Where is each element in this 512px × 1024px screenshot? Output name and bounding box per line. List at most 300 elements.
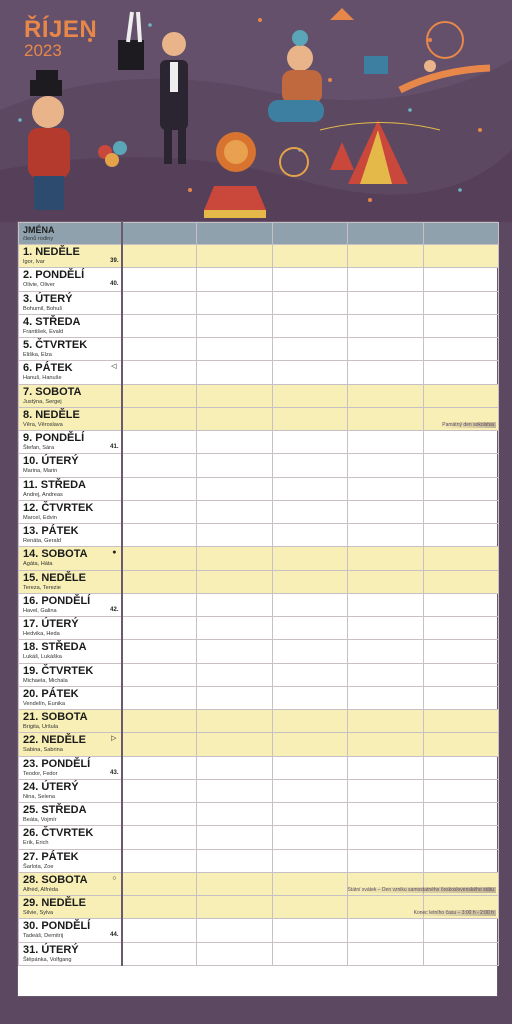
entry-cell[interactable] [197,756,272,779]
day-row [19,314,499,337]
day-label-cell [19,710,122,733]
name-day: Vendelín, Eunika [23,700,65,707]
entry-cell[interactable] [122,524,197,547]
day-label-cell [19,291,122,314]
day-label-cell [19,779,122,802]
day-row [19,710,499,733]
entry-cell[interactable] [272,384,347,407]
header-banner [0,0,512,222]
entry-cell[interactable] [272,872,347,895]
entry-cell[interactable] [197,849,272,872]
entry-cell[interactable] [122,291,197,314]
moon-phase-icon: ▷ [111,735,117,743]
day-name: 3. ÚTERÝ [23,292,73,305]
entry-cell[interactable] [197,245,272,268]
entry-cell[interactable] [413,896,498,919]
entry-cell[interactable] [122,826,197,849]
day-name: 17. ÚTERÝ [23,618,79,630]
day-row [19,454,499,477]
week-number: 43. [110,769,119,776]
entry-cell[interactable] [423,733,498,756]
entry-cell[interactable] [423,826,498,849]
day-label-cell [19,268,122,291]
entry-cell[interactable] [197,617,272,640]
entry-cell[interactable] [348,617,423,640]
name-day: František, Evald [23,328,64,335]
day-name: 2. PONDĚLÍ [23,269,85,282]
entry-cell[interactable] [122,500,197,523]
day-name: 10. ÚTERÝ [23,455,79,468]
moon-phase-icon: ● [112,549,117,557]
entry-cell[interactable] [423,849,498,872]
entry-cell[interactable] [272,849,347,872]
entry-cell[interactable] [348,477,423,500]
names-header-sublabel: členů rodiny [23,236,54,242]
month-title: ŘÍJEN [24,16,98,43]
entry-cell[interactable] [423,640,498,663]
entry-cell[interactable] [272,500,347,523]
entry-cell[interactable] [272,710,347,733]
entry-cell[interactable] [122,663,197,686]
entry-cell[interactable] [272,663,347,686]
entry-cell[interactable] [348,570,423,593]
entry-cell[interactable] [122,547,197,570]
day-row [19,524,499,547]
day-name: 19. ČTVRTEK [23,664,94,677]
week-number: 42. [110,606,119,613]
name-day: Věra, Věroslava [23,421,63,428]
names-header-label: JMÉNA [23,225,55,235]
name-day: Andrej, Andreas [23,491,63,498]
week-number: 41. [110,444,119,450]
entry-cell[interactable] [197,710,272,733]
day-name: 9. PONDĚLÍ [23,432,85,444]
entry-cell[interactable] [197,361,272,384]
day-row [19,384,499,407]
day-name: 29. NEDĚLE [23,897,86,909]
entry-cell[interactable] [348,779,423,802]
day-name: 13. PÁTEK [23,525,79,537]
day-row [19,640,499,663]
name-day: Marcel, Edvin [23,514,57,521]
entry-cell[interactable] [423,477,498,500]
day-name: 14. SOBOTA [23,548,88,561]
entry-cell[interactable] [122,942,197,965]
entry-cell[interactable] [197,477,272,500]
entry-cell[interactable] [272,547,347,570]
day-label-cell [19,849,122,872]
entry-cell[interactable] [348,942,423,965]
name-day: Beáta, Vojmír [23,817,57,823]
entry-cell[interactable] [348,314,423,337]
name-day: Alfréd, Alfréda [23,886,59,893]
entry-cell[interactable] [348,593,423,616]
name-day: Michaela, Michala [23,677,68,684]
entry-cell[interactable] [272,454,347,477]
entry-cell[interactable] [423,803,498,826]
entry-cell[interactable] [272,314,347,337]
entry-cell[interactable] [423,361,498,384]
day-row [19,872,499,895]
day-name: 1. NEDĚLE [23,246,80,258]
entry-cell[interactable] [348,268,423,291]
entry-cell[interactable] [122,710,197,733]
name-day: Bohumil, Bohuš [23,305,63,312]
entry-cell[interactable] [348,733,423,756]
name-day: Olivie, Oliver [23,282,55,289]
entry-cell[interactable] [122,314,197,337]
member-name-cell[interactable] [423,223,498,245]
entry-cell[interactable] [197,314,272,337]
day-name: 24. ÚTERÝ [23,780,79,793]
day-name: 22. NEDĚLE [23,734,86,747]
holiday-note: Památný den sokolstva [442,421,494,428]
entry-cell[interactable] [272,245,347,268]
entry-cell[interactable] [122,779,197,802]
entry-cell[interactable] [423,454,498,477]
name-day: Marina, Marin [23,468,58,475]
day-label-cell [19,872,122,895]
entry-cell[interactable] [348,407,423,430]
moon-phase-icon: ○ [112,874,117,882]
name-day: Teodor, Fedor [23,770,58,777]
day-label-cell [19,942,122,965]
entry-cell[interactable] [272,570,347,593]
day-name: 30. PONDĚLÍ [23,920,91,933]
day-label-cell [19,384,122,407]
entry-cell[interactable] [197,570,272,593]
name-day: Tadeáš, Demitrij [23,933,64,940]
moon-phase-icon: ◁ [111,363,117,371]
entry-cell[interactable] [272,942,347,965]
day-name: 18. STŘEDA [23,641,87,654]
week-number: 40. [110,281,119,288]
day-row [19,686,499,709]
entry-cell[interactable] [197,547,272,570]
entry-cell[interactable] [122,268,197,291]
entry-cell[interactable] [122,407,197,430]
entry-cell[interactable] [122,617,197,640]
entry-cell[interactable] [348,756,423,779]
day-row [19,245,499,268]
entry-cell[interactable] [122,361,197,384]
entry-cell[interactable] [272,338,347,361]
day-label-cell [19,919,122,942]
entry-cell[interactable] [197,431,272,454]
day-row [19,547,499,570]
entry-cell[interactable] [423,314,498,337]
entry-cell[interactable] [197,779,272,802]
entry-cell[interactable] [272,779,347,802]
name-day: Justýna, Sergej [23,398,62,405]
entry-cell[interactable] [348,361,423,384]
entry-cell[interactable] [348,338,423,361]
entry-cell[interactable] [272,407,347,430]
name-day: Sabina, Sabrina [23,747,63,754]
day-name: 27. PÁTEK [23,850,79,863]
day-row [19,407,499,430]
entry-cell[interactable] [423,570,498,593]
entry-cell[interactable] [122,593,197,616]
entry-cell[interactable] [122,733,197,756]
entry-cell[interactable] [122,803,197,826]
entry-cell[interactable] [423,710,498,733]
name-day: Brigita, Uršula [23,724,59,730]
entry-cell[interactable] [423,919,498,942]
entry-cell[interactable] [272,431,347,454]
entry-cell[interactable] [272,640,347,663]
day-name: 8. NEDĚLE [23,408,80,421]
member-name-cell[interactable] [348,223,423,245]
name-day: Tereza, Terezie [23,584,61,591]
day-name: 26. ČTVRTEK [23,827,94,840]
day-label-cell [19,640,122,663]
entry-cell[interactable] [423,547,498,570]
holiday-note: Konec letního času – 3:00 h - 2:00 h [413,910,494,916]
day-name: 11. STŘEDA [23,478,86,491]
entry-cell[interactable] [272,756,347,779]
entry-cell[interactable] [272,826,347,849]
week-number: 44. [110,932,119,939]
day-row [19,500,499,523]
name-day: Eliška, Elza [23,352,52,358]
entry-cell[interactable] [423,779,498,802]
day-row [19,268,499,291]
entry-cell[interactable] [423,593,498,616]
day-label-cell [19,570,122,593]
entry-cell[interactable] [272,361,347,384]
day-label-cell [19,617,122,640]
entry-cell[interactable] [197,500,272,523]
entry-cell[interactable] [197,686,272,709]
day-row [19,431,499,454]
entry-cell[interactable] [347,872,498,895]
day-row [19,803,499,826]
entry-cell[interactable] [122,640,197,663]
day-row [19,849,499,872]
entry-cell[interactable] [197,826,272,849]
week-number: 39. [110,258,119,264]
day-name: 15. NEDĚLE [23,571,86,584]
entry-cell[interactable] [122,756,197,779]
entry-cell[interactable] [122,686,197,709]
entry-cell[interactable] [348,826,423,849]
entry-cell[interactable] [122,338,197,361]
member-name-cell[interactable] [272,223,347,245]
day-row [19,291,499,314]
holiday-note: Státní svátek – Den vzniku samostatného československého státu [347,886,494,893]
entry-cell[interactable] [197,942,272,965]
entry-cell[interactable] [272,524,347,547]
entry-cell[interactable] [348,547,423,570]
entry-cell[interactable] [197,663,272,686]
entry-cell[interactable] [348,245,423,268]
day-name: 25. STŘEDA [23,804,87,816]
entry-cell[interactable] [197,291,272,314]
entry-cell[interactable] [197,593,272,616]
header-row [19,223,499,245]
day-label-cell [19,361,122,384]
entry-cell[interactable] [423,663,498,686]
entry-cell[interactable] [122,570,197,593]
day-label-cell [19,407,122,430]
entry-cell[interactable] [272,686,347,709]
day-label-cell [19,245,122,268]
day-label-cell [19,524,122,547]
day-row [19,570,499,593]
day-label-cell [19,803,122,826]
entry-cell[interactable] [423,500,498,523]
day-row [19,942,499,965]
entry-cell[interactable] [272,268,347,291]
day-row [19,779,499,802]
entry-cell[interactable] [348,454,423,477]
name-day: Štěpánka, Volfgang [23,956,72,963]
day-name: 28. SOBOTA [23,873,88,886]
day-name: 21. SOBOTA [23,711,88,723]
entry-cell[interactable] [122,245,197,268]
day-row [19,477,499,500]
entry-cell[interactable] [272,896,347,919]
day-label-cell [19,500,122,523]
day-label-cell [19,756,122,779]
entry-cell[interactable] [197,733,272,756]
entry-cell[interactable] [423,756,498,779]
entry-cell[interactable] [348,663,423,686]
entry-cell[interactable] [197,896,272,919]
member-name-cell[interactable] [197,223,272,245]
day-row [19,826,499,849]
entry-cell[interactable] [197,872,272,895]
entry-cell[interactable] [348,919,423,942]
day-label-cell [19,663,122,686]
entry-cell[interactable] [122,872,197,895]
entry-cell[interactable] [348,849,423,872]
day-row [19,593,499,616]
entry-cell[interactable] [423,686,498,709]
name-day: Erik, Erich [23,840,49,847]
day-name: 16. PONDĚLÍ [23,594,91,607]
entry-cell[interactable] [122,919,197,942]
entry-cell[interactable] [348,291,423,314]
strongman-figure [28,70,70,210]
entry-cell[interactable] [272,617,347,640]
name-day: Nina, Selena [23,793,56,800]
day-label-cell [19,431,122,454]
name-day: Lukáš, Lukáška [23,654,62,661]
entry-cell[interactable] [423,268,498,291]
name-day: Agáta, Háta [23,561,53,568]
entry-cell[interactable] [197,454,272,477]
entry-cell[interactable] [423,431,498,454]
day-name: 20. PÁTEK [23,687,79,700]
entry-cell[interactable] [348,640,423,663]
entry-cell[interactable] [197,268,272,291]
entry-cell[interactable] [348,524,423,547]
entry-cell[interactable] [423,245,498,268]
day-name: 5. ČTVRTEK [23,339,88,351]
name-day: Štefan, Sára [23,445,55,451]
entry-cell[interactable] [197,803,272,826]
day-label-cell [19,593,122,616]
family-calendar-grid [17,221,498,997]
day-row [19,756,499,779]
entry-cell[interactable] [423,617,498,640]
day-row [19,617,499,640]
day-name: 23. PONDĚLÍ [23,757,91,770]
entry-cell[interactable] [197,640,272,663]
entry-cell[interactable] [272,593,347,616]
entry-cell[interactable] [122,384,197,407]
entry-cell[interactable] [197,338,272,361]
entry-cell[interactable] [348,710,423,733]
calendar-table [18,222,499,966]
entry-cell[interactable] [348,431,423,454]
day-row [19,919,499,942]
day-name: 6. PÁTEK [23,362,73,375]
entry-cell[interactable] [272,733,347,756]
day-label-cell [19,454,122,477]
entry-cell[interactable] [122,896,197,919]
entry-cell[interactable] [197,919,272,942]
entry-cell[interactable] [122,454,197,477]
entry-cell[interactable] [197,407,272,430]
entry-cell[interactable] [423,942,498,965]
day-row [19,663,499,686]
entry-cell[interactable] [272,919,347,942]
day-name: 12. ČTVRTEK [23,501,94,514]
name-day: Hedvika, Heda [23,631,60,637]
day-row [19,896,499,919]
day-name: 4. STŘEDA [23,315,81,328]
name-day: Renáta, Gerald [23,538,61,544]
day-label-cell [19,547,122,570]
name-day: Igor, Ivar [23,259,45,265]
circus-tent [330,120,408,184]
day-label-cell [19,314,122,337]
entry-cell[interactable] [423,291,498,314]
entry-cell[interactable] [348,384,423,407]
entry-cell[interactable] [122,431,197,454]
entry-cell[interactable] [272,291,347,314]
day-row [19,733,499,756]
member-name-cell[interactable] [122,223,197,245]
day-label-cell [19,477,122,500]
entry-cell[interactable] [122,849,197,872]
entry-cell[interactable] [423,407,498,430]
entry-cell[interactable] [423,524,498,547]
entry-cell[interactable] [272,803,347,826]
day-name: 31. ÚTERÝ [23,943,79,956]
name-day: Havel, Galina [23,607,57,614]
entry-cell[interactable] [348,686,423,709]
year-label: 2023 [24,41,62,60]
entry-cell[interactable] [122,477,197,500]
name-day: Hanuš, Hanuše [23,375,62,382]
entry-cell[interactable] [197,524,272,547]
entry-cell[interactable] [348,500,423,523]
day-row [19,338,499,361]
day-row [19,361,499,384]
day-label-cell [19,733,122,756]
entry-cell[interactable] [197,384,272,407]
entry-cell[interactable] [423,384,498,407]
name-day: Šarlota, Zoe [23,863,54,870]
entry-cell[interactable] [272,477,347,500]
entry-cell[interactable] [348,803,423,826]
entry-cell[interactable] [423,338,498,361]
day-label-cell [19,826,122,849]
